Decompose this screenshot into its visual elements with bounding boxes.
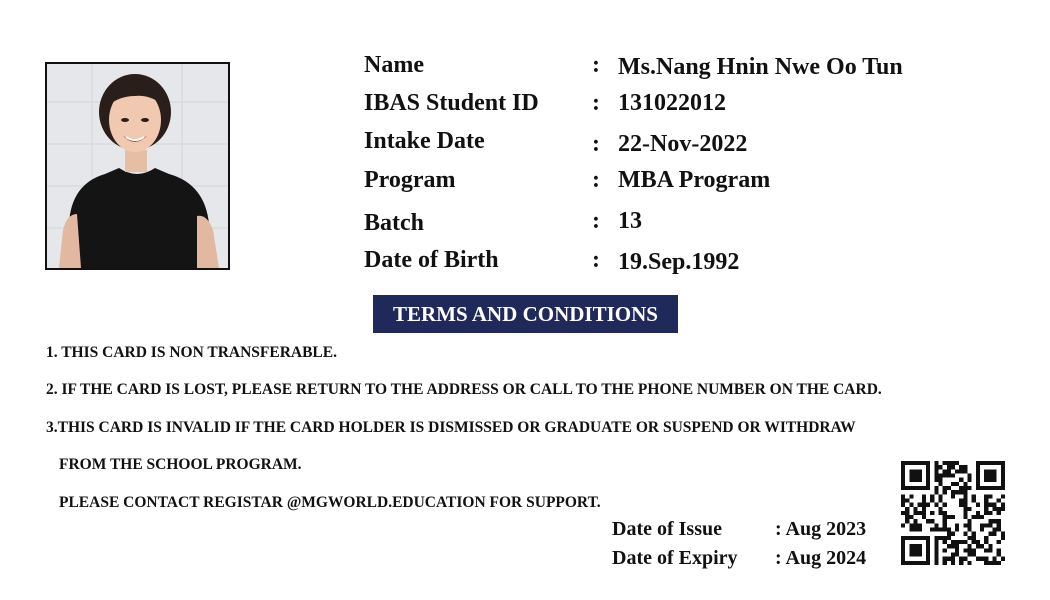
term-1: 1. THIS CARD IS NON TRANSFERABLE. [46,344,337,361]
name-label: Name [364,52,424,78]
terms-heading: TERMS AND CONDITIONS [373,295,678,333]
dob-value: 19.Sep.1992 [618,249,740,275]
program-value: MBA Program [618,167,771,193]
issue-date-value: : Aug 2023 [775,518,867,540]
expiry-date-value: : Aug 2024 [775,547,867,569]
qr-code [901,461,1005,565]
program-label: Program [364,167,456,193]
batch-separator: : [592,208,600,234]
batch-value: 13 [618,208,642,234]
name-separator: : [592,52,600,78]
student-photo [45,62,230,270]
student-id-label: IBAS Student ID [364,90,539,116]
intake-date-value: 22-Nov-2022 [618,131,748,157]
term-3-continued: FROM THE SCHOOL PROGRAM. [59,456,302,473]
program-separator: : [592,167,600,193]
dob-separator: : [592,247,600,273]
intake-date-label: Intake Date [364,128,485,154]
student-id-separator: : [592,90,600,116]
issue-date-label: Date of Issue [612,518,722,540]
term-2: 2. IF THE CARD IS LOST, PLEASE RETURN TO THE ADDRESS OR CALL TO THE PHONE NUMBER ON THE CARD. [46,381,882,398]
batch-label: Batch [364,210,424,236]
name-value: Ms.Nang Hnin Nwe Oo Tun [618,54,903,80]
student-id-value: 131022012 [618,90,726,116]
dob-label: Date of Birth [364,247,499,273]
support-contact: PLEASE CONTACT REGISTAR @MGWORLD.EDUCATION FOR SUPPORT. [59,494,601,511]
intake-date-separator: : [592,131,600,157]
term-3: 3.THIS CARD IS INVALID IF THE CARD HOLDER IS DISMISSED OR GRADUATE OR SUSPEND OR WITHDRAW [46,419,856,436]
expiry-date-label: Date of Expiry [612,547,738,569]
